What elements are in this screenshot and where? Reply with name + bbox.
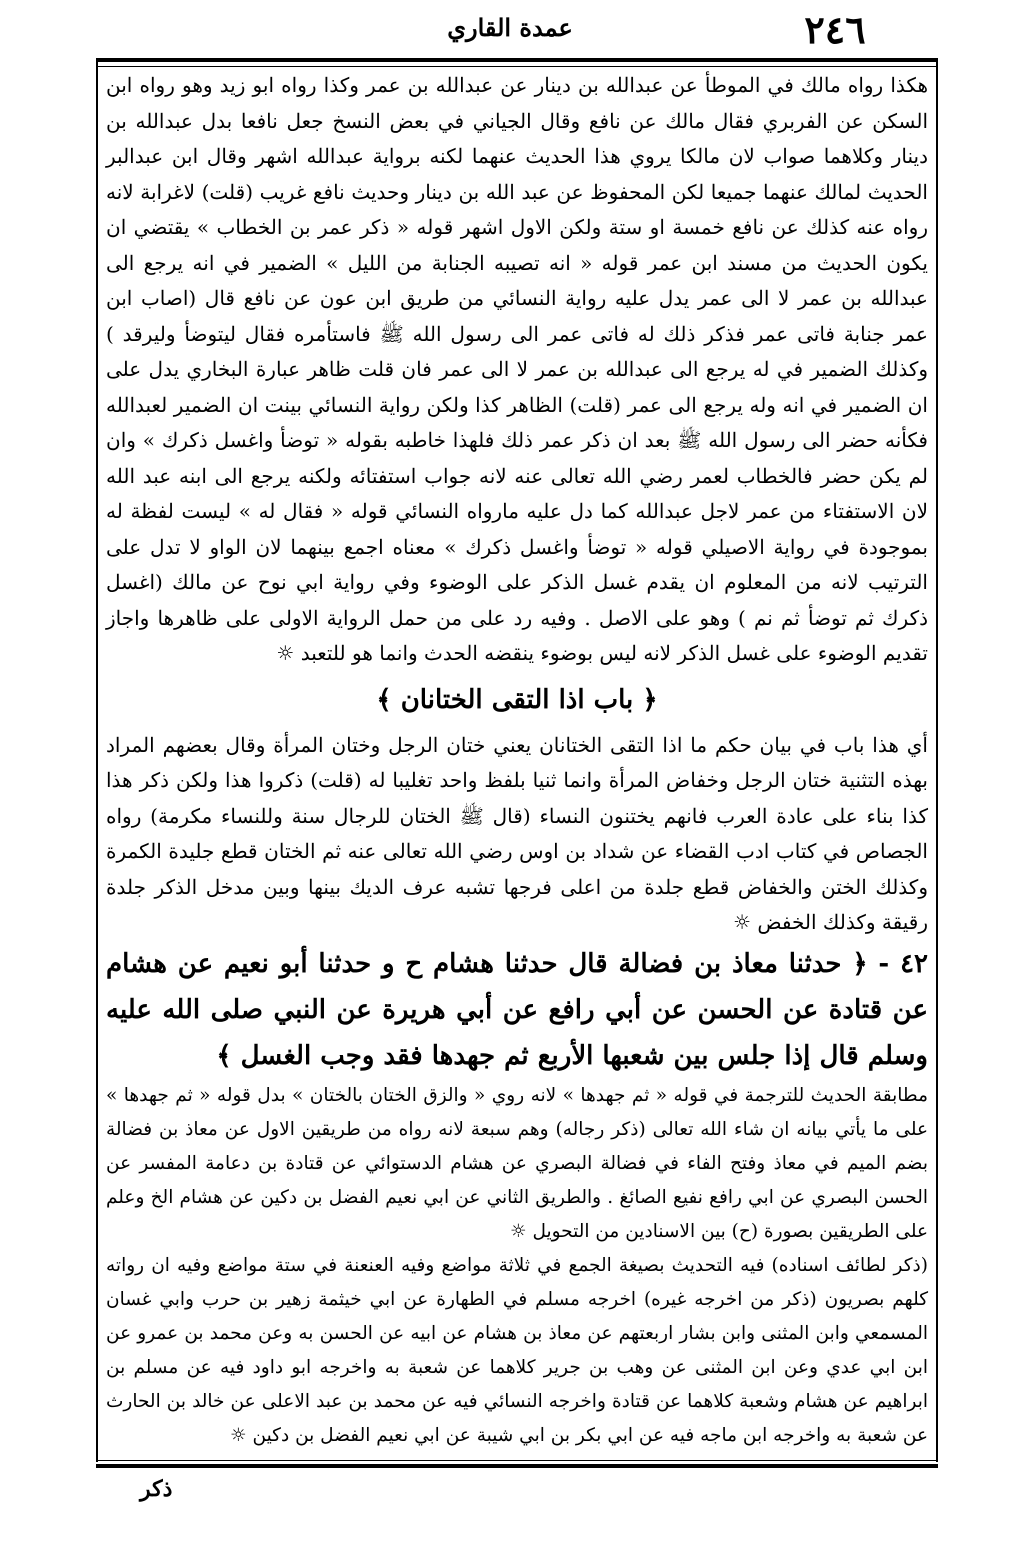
- catchword: ذكر: [140, 1476, 173, 1502]
- commentary-paragraph-4: (ذكر لطائف اسناده) فيه التحديث بصيغة الجمع في ثلاثة مواضع وفيه العنعنة في ستة مواضع وفيه ان رواته كلهم بصريون (ذكر من اخرجه غيره) اخرجه مسلم في الطهارة عن ابي خيثمة زهير بن حرب وابي غسان المسمعي وابن المثنى وابن بشار اربعتهم عن معاذ بن هشام عن ابيه عن الحسن به وعن محمد بن عمرو عن ابن ابي عدي وعن ابن المثنى عن وهب بن جرير كلاهما عن شعبة به واخرجه ابو داود فيه عن مسلم بن ابراهيم عن هشام وشعبة كلاهما عن قتادة واخرجه النسائي فيه عن محمد بن عبد الاعلى عن خالد بن الحارث عن شعبة به واخرجه ابن ماجه فيه عن ابي بكر بن ابي شيبة عن ابي نعيم الفضل بن دكين ☼: [106, 1254, 928, 1446]
- hadith-number: ٤٢ -: [878, 948, 928, 979]
- page-number: ٢٤٦: [804, 7, 866, 52]
- commentary-paragraph-3: مطابقة الحديث للترجمة في قوله « ثم جهدها » لانه روي « والزق الختان بالختان » بدل قوله « ثم جهدها » على ما يأتي بيانه ان شاء الله تعالى (ذكر رجاله) وهم سبعة لانه رواه من طريقين الاول عن معاذ بن فضالة بضم الميم في معاذ وفتح الفاء في فضالة البصري عن هشام الدستوائي عن قتادة بن دعامة المفسر عن الحسن البصري عن ابي رافع نفيع الصائغ . والطريق الثاني عن ابي نعيم الفضل بن دكين عن هشام الخ وعلم على الطريقين بصورة (ح) بين الاسنادين من التحويل ☼: [106, 1084, 928, 1242]
- main-text: [106, 68, 928, 1453]
- commentary-paragraph-1: هكذا رواه مالك في الموطأ عن عبدالله بن دينار عن عبدالله بن عمر وكذا رواه ابو زيد وهو رواه ابن السكن عن الفربري فقال مالك عن نافع وقال الجياني في بعض النسخ جعل نافعا بدل عبدالله بن دينار وكلاهما صواب لان مالكا يروي هذا الحديث عنهما لكنه برواية عبدالله اشهر وقال ابن عبدالبر الحديث لمالك عنهما جميعا لكن المحفوظ عن عبد الله بن دينار وحديث نافع غريب (قلت) لاغرابة لانه رواه عنه كذلك عن نافع خمسة او ستة ولكن الاول اشهر قوله « ذكر عمر بن الخطاب » يقتضي ان يكون الحديث من مسند ابن عمر قوله « انه تصيبه الجنابة من الليل » الضمير في انه يرجع الى عبدالله بن عمر لا الى عمر يدل عليه رواية النسائي من طريق ابن عون عن نافع قال (اصاب ابن عمر جنابة فاتى عمر فذكر ذلك له فاتى عمر الى رسول الله ﷺ فاستأمره فقال ليتوضأ وليرقد ) وكذلك الضمير في له يرجع الى عبدالله بن عمر لا الى عمر فان قلت ظاهر عبارة البخاري يدل على ان الضمير في انه وله يرجع الى عمر (قلت) الظاهر كذا ولكن رواية النسائي بينت ان الضمير لعبدالله فكأنه حضر الى رسول الله ﷺ بعد ان ذكر عمر ذلك فلهذا خاطبه بقوله « توضأ واغسل ذكرك » وان لم يكن حضر فالخطاب لعمر رضي الله تعالى عنه لانه جواب استفتائه ولكنه يرجع الى ابنه عبد الله لان الاستفتاء من عمر لاجل عبدالله كما دل عليه مارواه النسائي قوله « فقال له » ليست لفظة له بموجودة في رواية الاصيلي قوله « توضأ واغسل ذكرك » معناه اجمع بينهما لان الواو لا تدل على الترتيب لانه من المعلوم ان يقدم غسل الذكر على الوضوء وفي رواية ابي نوح عن مالك (اغسل ذكرك ثم توضأ ثم نم ) وهو على الاصل . وفيه رد على من حمل الرواية الاولى على ظاهرها واجاز تقديم الوضوء على غسل الذكر لانه ليس بوضوء ينقضه الحدث وانما هو للتعبد ☼: [106, 73, 928, 665]
- hadith-text: [106, 941, 928, 1079]
- chapter-heading: ﴿ باب اذا التقى الختانان ﴾: [376, 684, 658, 715]
- hadith-matn: ﴿ حدثنا معاذ بن فضالة قال حدثنا هشام ح و حدثنا أبو نعيم عن هشام عن قتادة عن الحسن عن أبي رافع عن أبي هريرة عن النبي صلى الله عليه وسلم قال إذا جلس بين شعبها الأربع ثم جهدها فقد وجب الغسل ﴾: [106, 948, 928, 1071]
- commentary-paragraph-2: أي هذا باب في بيان حكم ما اذا التقى الختانان يعني ختان الرجل وختان المرأة وقال بعضهم المراد بهذه التثنية ختان الرجل وخفاض المرأة وانما ثنيا بلفظ واحد تغليبا له (قلت) ذكروا هذا ولكن ذكر هذا كذا بناء على عادة العرب فانهم يختنون النساء (قال ﷺ الختان للرجال سنة وللنساء مكرمة) رواه الجصاص في كتاب ادب القضاء عن شداد بن اوس رضي الله تعالى عنه ثم الختان قطع جليدة الكمرة وكذلك الختن والخفاض قطع جلدة من اعلى فرجها تشبه عرف الديك بينها وبين مدخل الذكر جلدة رقيقة وكذلك الخفض ☼: [106, 732, 928, 934]
- bottom-rule-thick: [96, 1464, 938, 1468]
- running-title: عمدة القاري: [447, 13, 573, 42]
- bottom-rule-thin: [96, 1460, 938, 1461]
